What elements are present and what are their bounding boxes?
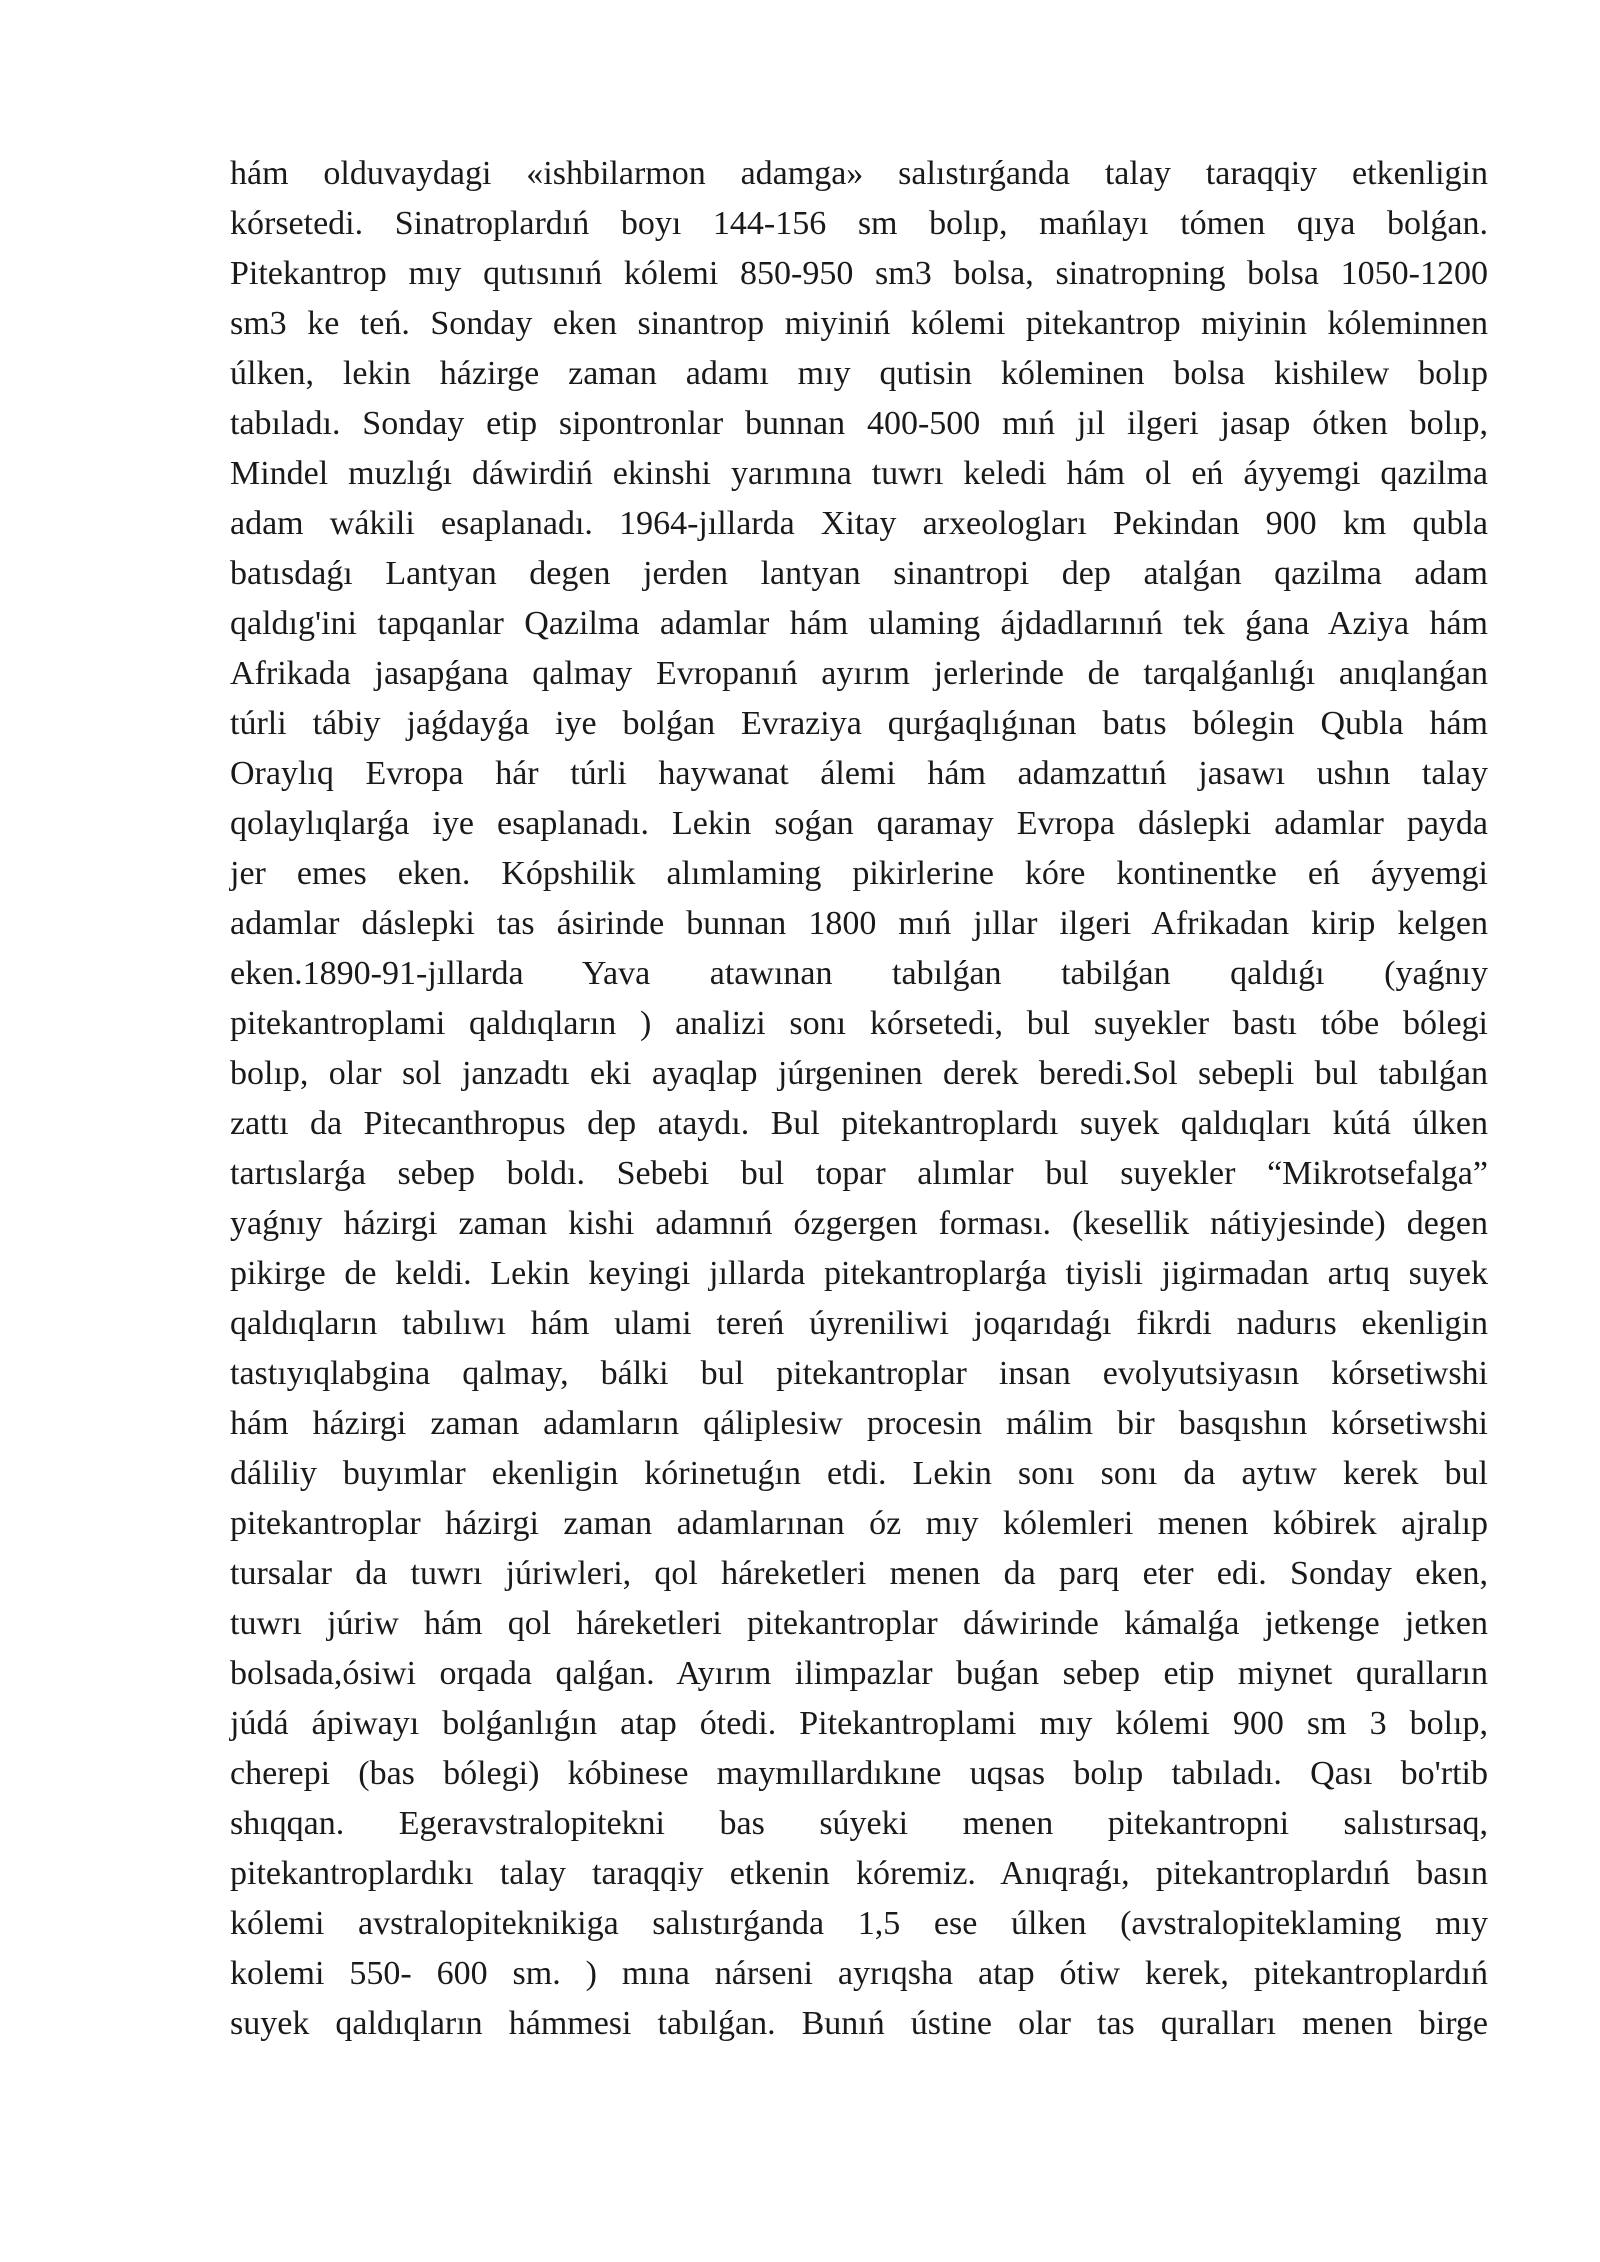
text-line: dáliliy buyımlar ekenligin kórinetuǵın etdi. Lekin sonı sonı da aytıw kerek bul xyxy=(230,1455,1488,1492)
text-line: jer emes eken. Kópshilik alımlaming pikirlerine kóre kontinentke eń áyyemgi xyxy=(230,855,1488,892)
text-line: tabıladı. Sonday etip sipontronlar bunnan 400-500 mıń jıl ilgeri jasap ótken bolıp, xyxy=(230,405,1488,442)
text-line: úlken, lekin házirge zaman adamı mıy qutisin kóleminen bolsa kishilew bolıp xyxy=(230,355,1488,392)
text-line: eken.1890-91-jıllarda Yava atawınan tabılǵan tabilǵan qaldıǵı (yaǵnıy xyxy=(230,955,1488,992)
text-line: tursalar da tuwrı júriwleri, qol háreketleri menen da parq eter edi. Sonday eken, xyxy=(230,1555,1488,1592)
text-line: qolaylıqlarǵa iye esaplanadı. Lekin soǵan qaramay Evropa dáslepki adamlar payda xyxy=(230,805,1488,842)
text-line: pitekantroplar házirgi zaman adamlarınan óz mıy kólemleri menen kóbirek ajralıp xyxy=(230,1505,1488,1542)
text-line: tastıyıqlabgina qalmay, bálki bul pitekantroplar insan evolyutsiyasın kórsetiwshi xyxy=(230,1355,1488,1392)
text-line: yaǵnıy házirgi zaman kishi adamnıń ózgergen forması. (kesellik nátiyjesinde) degen xyxy=(230,1205,1488,1242)
text-line: adamlar dáslepki tas ásirinde bunnan 1800 mıń jıllar ilgeri Afrikadan kirip kelgen xyxy=(230,905,1488,942)
text-line: Oraylıq Evropa hár túrli haywanat álemi hám adamzattıń jasawı ushın talay xyxy=(230,755,1488,792)
text-line: zattı da Pitecanthropus dep ataydı. Bul pitekantroplardı suyek qaldıqları kútá úlken xyxy=(230,1105,1488,1142)
text-line: hám házirgi zaman adamların qáliplesiw procesin málim bir basqıshın kórsetiwshi xyxy=(230,1405,1488,1442)
text-line: hám olduvaydagi «ishbilarmon adamga» salıstırǵanda talay taraqqiy etkenligin xyxy=(230,155,1488,192)
text-line: bolıp, olar sol janzadtı eki ayaqlap júrgeninen derek beredi.Sol sebepli bul tabılǵan xyxy=(230,1055,1488,1092)
text-line: cherepi (bas bólegi) kóbinese maymıllardıkıne uqsas bolıp tabıladı. Qası bo'rtib xyxy=(230,1755,1488,1792)
body-text xyxy=(230,149,1488,2049)
text-line: shıqqan. Egeravstralopitekni bas súyeki menen pitekantropni salıstırsaq, xyxy=(230,1805,1488,1842)
text-line: tuwrı júriw hám qol háreketleri pitekantroplar dáwirinde kámalǵa jetkenge jetken xyxy=(230,1605,1488,1642)
text-line: túrli tábiy jaǵdayǵa iye bolǵan Evraziya qurǵaqlıǵınan batıs bólegin Qubla hám xyxy=(230,705,1488,742)
text-line: pikirge de keldi. Lekin keyingi jıllarda pitekantroplarǵa tiyisli jigirmadan artıq suyek xyxy=(230,1255,1488,1292)
text-line: Mindel muzlıǵı dáwirdiń ekinshi yarımına tuwrı keledi hám ol eń áyyemgi qazilma xyxy=(230,455,1488,492)
text-line: tartıslarǵa sebep boldı. Sebebi bul topar alımlar bul suyekler “Mikrotsefalga” xyxy=(230,1155,1488,1192)
text-line: adam wákili esaplanadı. 1964-jıllarda Xitay arxeologları Pekindan 900 km qubla xyxy=(230,505,1488,542)
text-line: pitekantroplami qaldıqların ) analizi sonı kórsetedi, bul suyekler bastı tóbe bólegi xyxy=(230,1005,1488,1042)
text-line: sm3 ke teń. Sonday eken sinantrop miyiniń kólemi pitekantrop miyinin kóleminnen xyxy=(230,305,1488,342)
text-line: Afrikada jasapǵana qalmay Evropanıń ayırım jerlerinde de tarqalǵanlıǵı anıqlanǵan xyxy=(230,655,1488,692)
text-line: kolemi 550- 600 sm. ) mına nárseni ayrıqsha atap ótiw kerek, pitekantroplardıń xyxy=(230,1955,1488,1992)
text-line: pitekantroplardıkı talay taraqqiy etkenin kóremiz. Anıqraǵı, pitekantroplardıń basın xyxy=(230,1855,1488,1892)
text-line: júdá ápiwayı bolǵanlıǵın atap ótedi. Pitekantroplami mıy kólemi 900 sm 3 bolıp, xyxy=(230,1705,1488,1742)
text-line: qaldıg'ini tapqanlar Qazilma adamlar hám ulaming ájdadlarınıń tek ǵana Aziya hám xyxy=(230,605,1488,642)
text-line: batısdaǵı Lantyan degen jerden lantyan sinantropi dep atalǵan qazilma adam xyxy=(230,555,1488,592)
text-line: kólemi avstralopiteknikiga salıstırǵanda 1,5 ese úlken (avstralopiteklaming mıy xyxy=(230,1905,1488,1942)
text-line: bolsada,ósiwi orqada qalǵan. Ayırım ilimpazlar buǵan sebep etip miynet quralların xyxy=(230,1655,1488,1692)
text-line: Pitekantrop mıy qutısınıń kólemi 850-950 sm3 bolsa, sinatropning bolsa 1050-1200 xyxy=(230,255,1488,292)
text-line: qaldıqların tabılıwı hám ulami tereń úyreniliwi joqarıdaǵı fikrdi nadurıs ekenligin xyxy=(230,1305,1488,1342)
text-line: kórsetedi. Sinatroplardıń boyı 144-156 sm bolıp, mańlayı tómen qıya bolǵan. xyxy=(230,205,1488,242)
text-line: suyek qaldıqların hámmesi tabılǵan. Bunıń ústine olar tas quralları menen birge xyxy=(230,2005,1488,2042)
